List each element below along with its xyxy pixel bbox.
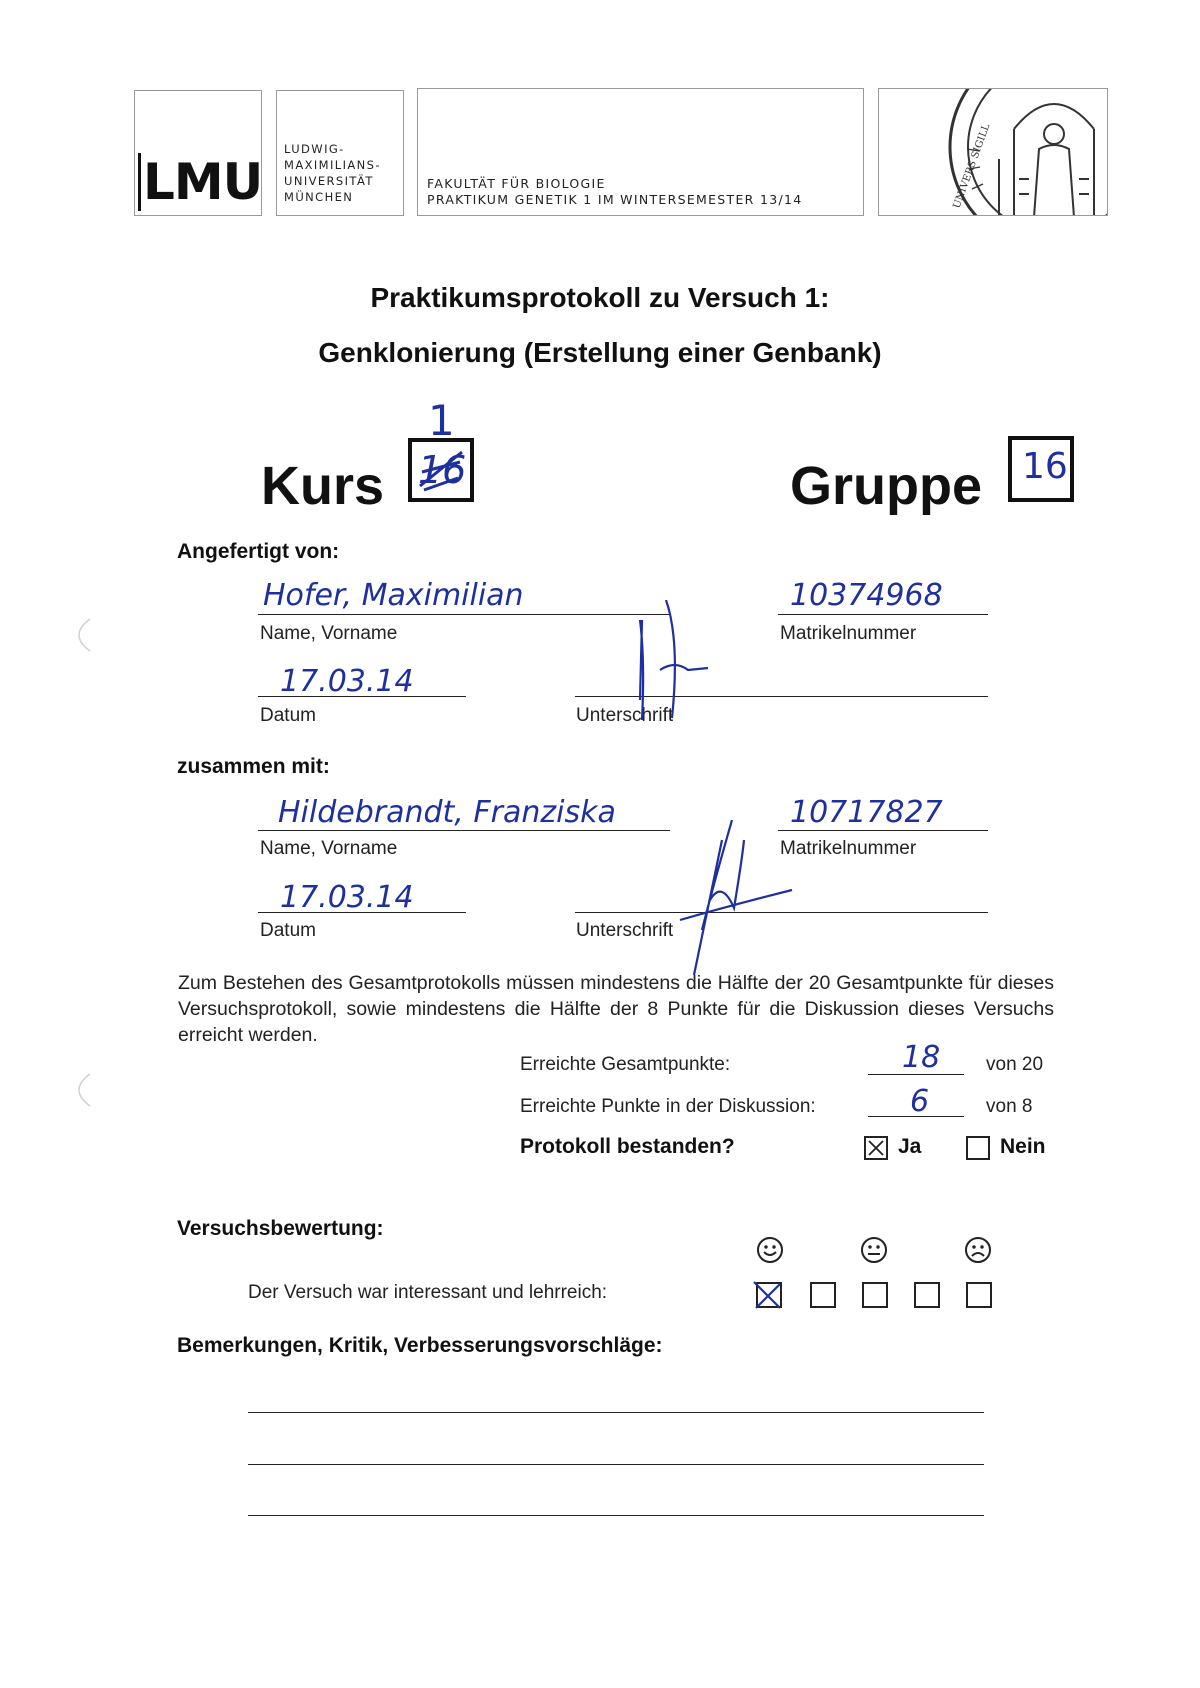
punch-hole-mark xyxy=(64,1070,94,1110)
logo-box xyxy=(134,90,262,216)
rating-option-2[interactable] xyxy=(810,1282,836,1308)
author-signature-caption: Unterschrift xyxy=(576,705,674,726)
author-date-value: 17.03.14 xyxy=(280,664,414,699)
gruppe-label: Gruppe xyxy=(790,456,983,516)
crossout-scribble-icon xyxy=(412,442,470,498)
passed-no-checkbox[interactable] xyxy=(966,1136,990,1160)
kurs-value: 1 xyxy=(428,396,455,445)
partner-date-caption: Datum xyxy=(260,920,316,941)
discussion-points-label: Erreichte Punkte in der Diskussion: xyxy=(520,1096,816,1117)
faculty-box xyxy=(417,88,864,216)
remarks-line-1[interactable] xyxy=(248,1412,984,1413)
university-name: LUDWIG- MAXIMILIANS- UNIVERSITÄT MÜNCHEN xyxy=(284,142,381,204)
neutral-face-icon xyxy=(860,1236,888,1264)
total-points-line xyxy=(868,1074,964,1075)
page-title: Praktikumsprotokoll zu Versuch 1: xyxy=(370,282,830,313)
partner-section-label: zusammen mit: xyxy=(177,755,330,778)
partner-date-value: 17.03.14 xyxy=(280,880,414,915)
discussion-points-max: von 8 xyxy=(986,1096,1033,1117)
page-subtitle: Genklonierung (Erstellung einer Genbank) xyxy=(318,337,882,368)
remarks-line-3[interactable] xyxy=(248,1515,984,1516)
punch-hole-mark xyxy=(64,615,94,655)
partner-matrikel-value: 10717827 xyxy=(790,795,943,830)
author-name-caption: Name, Vorname xyxy=(260,623,398,644)
partner-matrikel-line xyxy=(778,830,988,831)
happy-face-icon xyxy=(756,1236,784,1264)
partner-matrikel-caption: Matrikelnummer xyxy=(780,838,917,859)
university-seal-icon xyxy=(879,89,1108,216)
lmu-logo: LMU xyxy=(138,153,262,211)
partner-name-caption: Name, Vorname xyxy=(260,838,398,859)
rules-paragraph: Zum Bestehen des Gesamtprotokolls müssen mindestens die Hälfte der 20 Gesamtpunkte für dieses Versuchsprotokoll, sowie mindestens die Hälfte der 8 Punkte für die Diskussion dieses Versuchs erreicht werden. xyxy=(178,972,1054,1046)
total-points-label: Erreichte Gesamtpunkte: xyxy=(520,1054,731,1075)
author-matrikel-value: 10374968 xyxy=(790,578,943,613)
university-box xyxy=(276,90,404,216)
author-name-line xyxy=(258,614,670,615)
remarks-line-2[interactable] xyxy=(248,1464,984,1465)
author-name-value: Hofer, Maximilian xyxy=(263,578,524,613)
rating-option-3[interactable] xyxy=(862,1282,888,1308)
author-date-line xyxy=(258,696,466,697)
passed-yes-label: Ja xyxy=(898,1135,922,1158)
partner-name-value: Hildebrandt, Franziska xyxy=(278,795,616,830)
gruppe-value: 16 xyxy=(1022,446,1068,487)
evaluation-section-label: Versuchsbewertung: xyxy=(177,1217,384,1240)
author-matrikel-caption: Matrikelnummer xyxy=(780,623,917,644)
total-points-value: 18 xyxy=(902,1040,941,1075)
rating-check-mark xyxy=(750,1278,786,1312)
rating-option-5[interactable] xyxy=(966,1282,992,1308)
passed-yes-checkbox[interactable] xyxy=(864,1136,888,1160)
partner-signature-caption: Unterschrift xyxy=(576,920,674,941)
author-matrikel-line xyxy=(778,614,988,615)
author-section-label: Angefertigt von: xyxy=(177,540,340,563)
evaluation-statement: Der Versuch war interessant und lehrreich: xyxy=(248,1282,608,1303)
kurs-label: Kurs xyxy=(261,456,385,516)
partner-name-line xyxy=(258,830,670,831)
discussion-points-line xyxy=(868,1116,964,1117)
kurs-box xyxy=(408,438,474,502)
author-signature-scribble xyxy=(620,600,710,730)
total-points-max: von 20 xyxy=(986,1054,1044,1075)
gruppe-box xyxy=(1008,436,1074,502)
seal-inscription: UNIVERS SIGILL xyxy=(951,122,993,211)
sad-face-icon xyxy=(964,1236,992,1264)
discussion-points-value: 6 xyxy=(910,1084,930,1119)
author-date-caption: Datum xyxy=(260,705,316,726)
remarks-section-label: Bemerkungen, Kritik, Verbesserungsvorschläge: xyxy=(177,1334,663,1357)
seal-box xyxy=(878,88,1108,216)
passed-question: Protokoll bestanden? xyxy=(520,1135,735,1158)
faculty-text: FAKULTÄT FÜR BIOLOGIE PRAKTIKUM GENETIK 1 IM WINTERSEMESTER 13/14 xyxy=(427,176,803,207)
partner-date-line xyxy=(258,912,466,913)
passed-no-label: Nein xyxy=(1000,1135,1046,1158)
partner-signature-scribble xyxy=(672,820,802,980)
kurs-crossed-value: 16 xyxy=(418,448,467,492)
rating-option-4[interactable] xyxy=(914,1282,940,1308)
rating-option-1[interactable] xyxy=(756,1282,782,1308)
check-x-icon xyxy=(866,1138,886,1158)
